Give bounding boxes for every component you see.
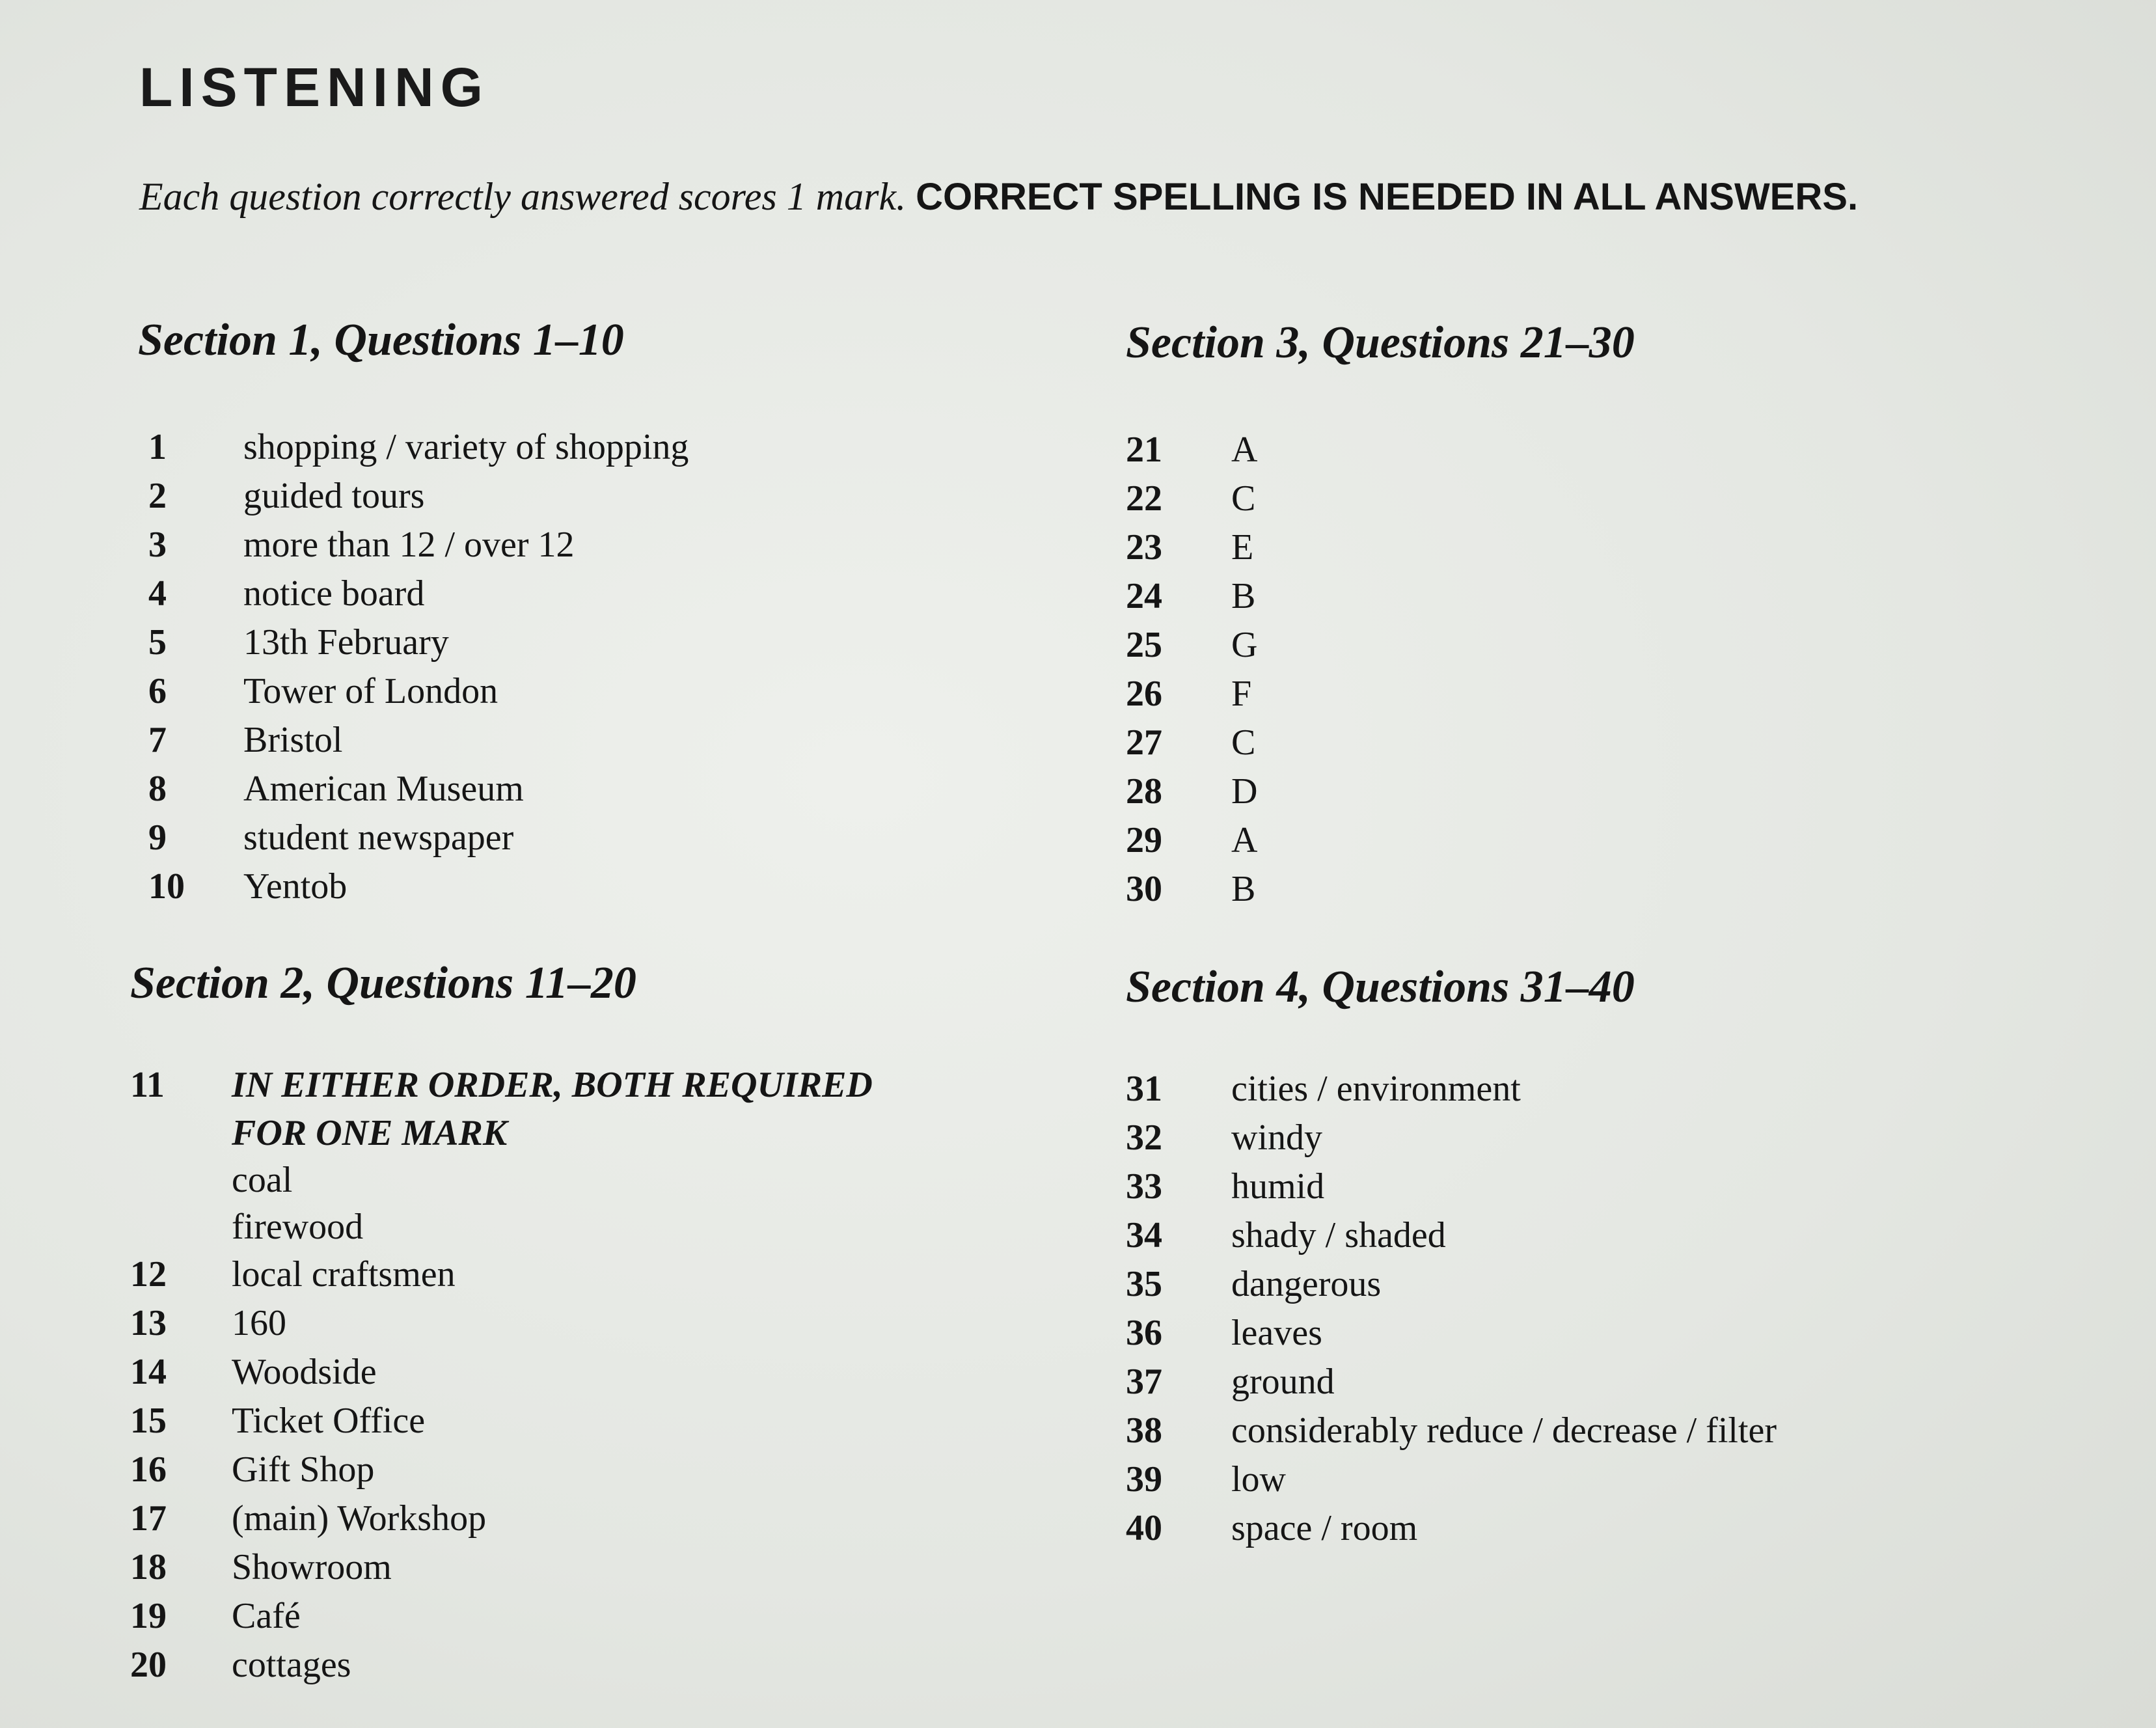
answer-item — [138, 765, 624, 814]
instructions-lead: Each question correctly answered scores 1 mark. — [139, 175, 907, 218]
answer-item — [1126, 1358, 1635, 1406]
question-number: 11 — [130, 1065, 165, 1105]
question-number: 7 — [148, 720, 167, 760]
answer-text: Woodside — [232, 1352, 377, 1392]
answer-note: IN EITHER ORDER, BOTH REQUIRED — [232, 1065, 873, 1105]
question-number: 15 — [130, 1401, 167, 1441]
answer-item — [130, 1494, 636, 1543]
answer-text: C — [1231, 722, 1256, 763]
question-number: 5 — [148, 622, 167, 663]
answer-text: B — [1231, 576, 1256, 616]
question-number: 1 — [148, 427, 167, 467]
answer-item — [1126, 1504, 1635, 1553]
answer-item — [130, 1543, 636, 1592]
answer-text: D — [1231, 771, 1258, 812]
answer-item — [1126, 1211, 1635, 1260]
question-number: 24 — [1126, 576, 1162, 616]
question-number: 22 — [1126, 478, 1162, 519]
answer-item — [130, 1299, 636, 1348]
answer-text: Gift Shop — [232, 1449, 375, 1490]
answer-item — [130, 1641, 636, 1690]
answer-text: humid — [1231, 1166, 1325, 1207]
question-number: 9 — [148, 817, 167, 858]
answer-text: cities / environment — [1231, 1069, 1521, 1109]
answer-item — [138, 667, 624, 716]
answer-item — [130, 1348, 636, 1397]
question-number: 13 — [130, 1303, 167, 1343]
answer-text: low — [1231, 1459, 1286, 1500]
section-title: Section 4, Questions 31–40 — [1126, 962, 1635, 1012]
answer-text: notice board — [243, 573, 425, 614]
answer-item — [138, 472, 624, 521]
answer-text: coal — [232, 1160, 293, 1200]
answer-continuation — [130, 1110, 636, 1157]
answer-item — [1126, 474, 1635, 523]
question-number: 3 — [148, 525, 167, 565]
answer-text: Café — [232, 1596, 301, 1636]
question-number: 37 — [1126, 1362, 1162, 1402]
answer-item — [1126, 1455, 1635, 1504]
answer-item — [138, 423, 689, 472]
answer-list — [1126, 1065, 1777, 1553]
answer-list — [1126, 426, 1635, 914]
section-title: Section 2, Questions 11–20 — [130, 958, 636, 1008]
answer-text: dangerous — [1231, 1264, 1382, 1304]
answer-item — [1126, 1260, 1635, 1309]
answer-item — [1126, 1406, 1777, 1455]
question-number: 34 — [1126, 1215, 1162, 1255]
answer-text: considerably reduce / decrease / filter — [1231, 1410, 1777, 1451]
page-heading: LISTENING — [139, 57, 490, 118]
answer-item — [1126, 1309, 1635, 1358]
answer-text: Ticket Office — [232, 1401, 426, 1441]
question-number: 25 — [1126, 625, 1162, 665]
answer-text: guided tours — [243, 476, 425, 516]
answer-text: American Museum — [243, 769, 524, 809]
question-number: 40 — [1126, 1508, 1162, 1548]
answer-item — [1126, 816, 1635, 865]
answer-item — [1126, 670, 1635, 719]
answer-text: leaves — [1231, 1313, 1322, 1353]
answer-text: A — [1231, 820, 1258, 860]
answer-text: Yentob — [243, 866, 348, 907]
answer-item — [1126, 767, 1635, 816]
answer-text: Tower of London — [243, 671, 498, 711]
answer-item — [130, 1397, 636, 1446]
answer-item — [1126, 621, 1635, 670]
question-number: 18 — [130, 1547, 167, 1587]
answer-text: firewood — [232, 1207, 364, 1247]
question-number: 16 — [130, 1449, 167, 1490]
instructions — [139, 171, 2026, 223]
instructions-emphasis: CORRECT SPELLING IS NEEDED IN ALL ANSWERS. — [916, 176, 1859, 218]
question-number: 31 — [1126, 1069, 1162, 1109]
answer-item — [138, 521, 624, 569]
answer-text: G — [1231, 625, 1258, 665]
answer-text: F — [1231, 674, 1252, 714]
answer-item — [1126, 572, 1635, 621]
section-4 — [1126, 962, 1777, 1553]
question-number: 2 — [148, 476, 167, 516]
answer-item — [1126, 1114, 1635, 1162]
question-number: 30 — [1126, 869, 1162, 909]
answer-text: ground — [1231, 1362, 1335, 1402]
question-number: 8 — [148, 769, 167, 809]
answer-item — [130, 1250, 636, 1299]
answer-item — [138, 569, 624, 618]
question-number: 4 — [148, 573, 167, 614]
question-number: 29 — [1126, 820, 1162, 860]
answer-text: shopping / variety of shopping — [243, 427, 689, 467]
answer-text: local craftsmen — [232, 1254, 456, 1295]
answer-item — [1126, 426, 1635, 474]
answer-text: student newspaper — [243, 817, 514, 858]
question-number: 23 — [1126, 527, 1162, 568]
question-number: 20 — [130, 1645, 167, 1685]
answer-text: 160 — [232, 1303, 286, 1343]
question-number: 17 — [130, 1498, 167, 1539]
question-number: 21 — [1126, 430, 1162, 470]
answer-item — [1126, 865, 1635, 914]
section-3 — [1126, 320, 1635, 914]
answer-text: more than 12 / over 12 — [243, 525, 575, 565]
answer-text: Showroom — [232, 1547, 392, 1587]
answer-item — [138, 862, 624, 911]
section-2 — [130, 958, 873, 1690]
answer-text: E — [1231, 527, 1254, 568]
answer-continuation — [130, 1157, 636, 1203]
question-number: 10 — [148, 866, 185, 907]
answer-text: cottages — [232, 1645, 351, 1685]
section-title: Section 3, Questions 21–30 — [1126, 318, 1635, 368]
answer-item — [138, 814, 624, 862]
answer-item — [130, 1446, 636, 1494]
answer-text: space / room — [1231, 1508, 1418, 1548]
question-number: 39 — [1126, 1459, 1162, 1500]
answer-list — [130, 1061, 873, 1690]
answer-text: Bristol — [243, 720, 343, 760]
question-number: 32 — [1126, 1118, 1162, 1158]
answer-item — [130, 1061, 873, 1110]
answer-item — [1126, 1162, 1635, 1211]
question-number: 14 — [130, 1352, 167, 1392]
answer-item — [1126, 719, 1635, 767]
question-number: 36 — [1126, 1313, 1162, 1353]
question-number: 27 — [1126, 722, 1162, 763]
answer-text: A — [1231, 430, 1258, 470]
question-number: 12 — [130, 1254, 167, 1295]
question-number: 26 — [1126, 674, 1162, 714]
answer-text: C — [1231, 478, 1256, 519]
section-title: Section 1, Questions 1–10 — [138, 315, 624, 365]
answer-item — [138, 716, 624, 765]
answer-text: (main) Workshop — [232, 1498, 487, 1539]
answer-item — [1126, 523, 1635, 572]
answer-text: windy — [1231, 1118, 1322, 1158]
section-1 — [138, 315, 689, 911]
question-number: 33 — [1126, 1166, 1162, 1207]
answer-note: FOR ONE MARK — [232, 1113, 508, 1153]
question-number: 28 — [1126, 771, 1162, 812]
answer-list — [138, 423, 689, 911]
answer-text: shady / shaded — [1231, 1215, 1446, 1255]
question-number: 19 — [130, 1596, 167, 1636]
answer-continuation — [130, 1203, 636, 1250]
answer-item — [138, 618, 624, 667]
question-number: 35 — [1126, 1264, 1162, 1304]
answer-item — [130, 1592, 636, 1641]
answer-item — [1126, 1065, 1635, 1114]
answer-text: 13th February — [243, 622, 449, 663]
question-number: 6 — [148, 671, 167, 711]
answer-text: B — [1231, 869, 1256, 909]
question-number: 38 — [1126, 1410, 1162, 1451]
